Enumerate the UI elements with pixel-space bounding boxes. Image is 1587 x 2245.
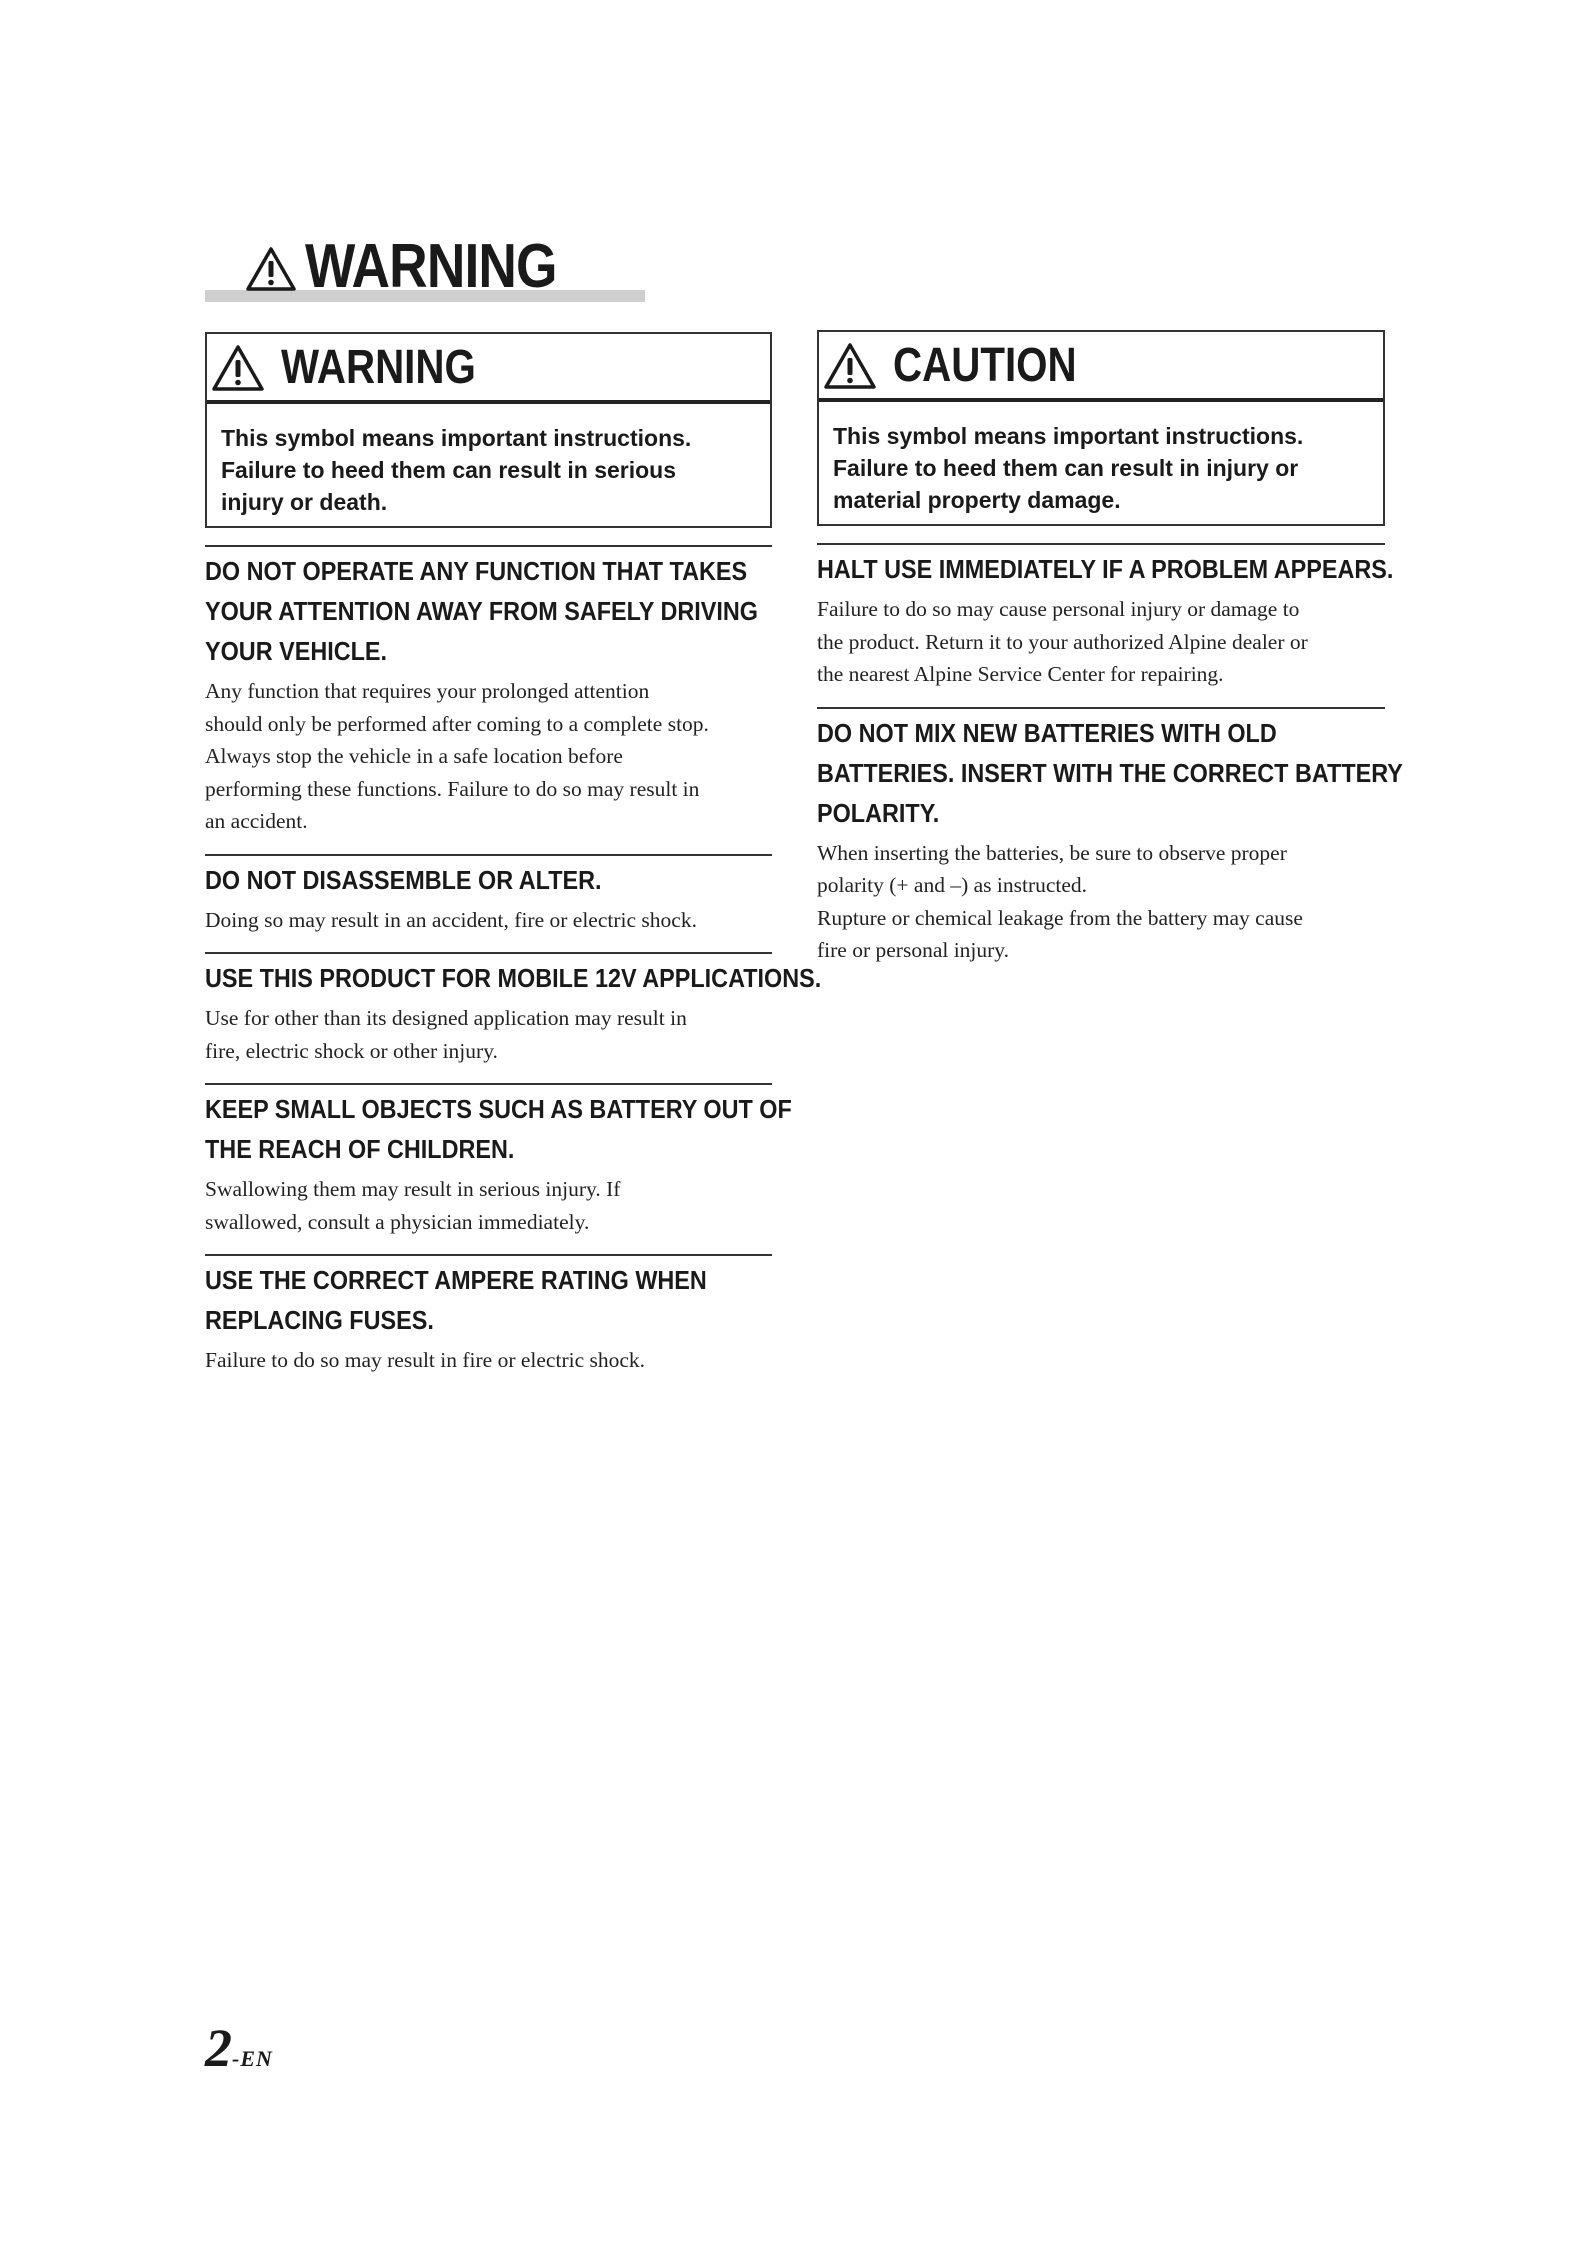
notice-line: This symbol means important instructions. xyxy=(221,425,692,451)
notice-line: Failure to heed them can result in serious xyxy=(221,457,677,483)
heading-line: THE REACH OF CHILDREN. xyxy=(205,1134,515,1164)
warning-notice-label: WARNING xyxy=(281,341,476,394)
warning-notice-text xyxy=(207,404,770,526)
heading-line: REPLACING FUSES. xyxy=(205,1305,434,1335)
heading-line: BATTERIES. INSERT WITH THE CORRECT BATTERY xyxy=(817,757,1403,788)
section-heading xyxy=(205,1085,792,1169)
warning-section-small-objects xyxy=(205,1083,792,1238)
section-body xyxy=(205,1344,772,1377)
heading-line: HALT USE IMMEDIATELY IF A PROBLEM APPEARS. xyxy=(817,554,1394,584)
section-heading xyxy=(205,1256,771,1340)
caution-notice-box xyxy=(817,330,1385,526)
warning-triangle-icon xyxy=(823,342,877,390)
notice-line: material property damage. xyxy=(833,487,1121,513)
warning-triangle-icon xyxy=(211,344,265,392)
heading-line: YOUR VEHICLE. xyxy=(205,636,388,666)
heading-line: DO NOT OPERATE ANY FUNCTION THAT TAKES xyxy=(205,556,748,586)
body-line: Failure to do so may result in fire or electric shock. xyxy=(205,1348,646,1372)
body-line: Rupture or chemical leakage from the battery may cause xyxy=(817,905,1303,930)
page-title xyxy=(205,232,645,301)
body-line: an accident. xyxy=(205,809,308,833)
body-line: the nearest Alpine Service Center for repairing. xyxy=(817,662,1224,686)
page-number xyxy=(205,2018,273,2078)
body-line: performing these functions. Failure to do so may result in xyxy=(205,776,700,801)
section-body xyxy=(205,1002,772,1067)
heading-line: DO NOT DISASSEMBLE OR ALTER. xyxy=(205,864,602,895)
section-heading xyxy=(205,954,822,998)
body-line: Failure to do so may cause personal injury or damage to xyxy=(817,597,1300,621)
body-line: Use for other than its designed application may result in xyxy=(205,1006,687,1030)
body-line: Always stop the vehicle in a safe location before xyxy=(205,744,623,768)
heading-line: YOUR ATTENTION AWAY FROM SAFELY DRIVING xyxy=(205,596,759,626)
body-line: Swallowing them may result in serious injury. If xyxy=(205,1177,621,1201)
heading-line: POLARITY. xyxy=(817,797,940,828)
page-title-text: WARNING xyxy=(305,232,557,301)
body-line: When inserting the batteries, be sure to observe proper xyxy=(817,840,1287,865)
heading-line: DO NOT MIX NEW BATTERIES WITH OLD xyxy=(817,717,1277,748)
body-line: swallowed, consult a physician immediately. xyxy=(205,1209,590,1234)
body-line: fire or personal injury. xyxy=(817,938,1010,962)
notice-line: This symbol means important instructions. xyxy=(833,423,1304,449)
body-line: Any function that requires your prolonged attention xyxy=(205,679,650,703)
body-line: should only be performed after coming to a complete stop. xyxy=(205,711,709,736)
body-line: Doing so may result in an accident, fire or electric shock. xyxy=(205,907,697,932)
section-body xyxy=(205,675,772,838)
body-line: the product. Return it to your authorized Alpine dealer or xyxy=(817,629,1308,654)
warning-notice-box xyxy=(205,332,772,528)
warning-section-driving xyxy=(205,545,772,838)
left-column xyxy=(205,332,822,1377)
section-body xyxy=(205,904,772,937)
section-heading xyxy=(817,709,1403,833)
caution-notice-header xyxy=(819,332,1383,402)
section-heading xyxy=(205,547,771,671)
section-body xyxy=(205,1173,772,1238)
warning-notice-header xyxy=(207,334,770,404)
caution-section-batteries xyxy=(817,707,1403,967)
caution-notice-label: CAUTION xyxy=(893,339,1077,392)
warning-section-fuses xyxy=(205,1254,772,1377)
section-body xyxy=(817,593,1385,691)
notice-line: injury or death. xyxy=(221,489,388,515)
body-line: fire, electric shock or other injury. xyxy=(205,1038,498,1063)
heading-line: USE THIS PRODUCT FOR MOBILE 12V APPLICATIONS. xyxy=(205,963,822,993)
section-heading xyxy=(205,856,771,900)
notice-line: Failure to heed them can result in injury or xyxy=(833,455,1299,481)
heading-line: KEEP SMALL OBJECTS SUCH AS BATTERY OUT OF xyxy=(205,1094,792,1124)
section-body xyxy=(817,837,1385,967)
body-line: polarity (+ and –) as instructed. xyxy=(817,873,1088,897)
warning-section-disassemble xyxy=(205,854,772,937)
heading-line: USE THE CORRECT AMPERE RATING WHEN xyxy=(205,1265,707,1295)
page-number-suffix: -EN xyxy=(232,2046,273,2071)
warning-triangle-icon xyxy=(245,246,297,292)
warning-section-12v xyxy=(205,952,822,1067)
caution-notice-text xyxy=(819,402,1383,524)
section-heading xyxy=(817,545,1394,589)
right-column xyxy=(817,330,1403,967)
caution-section-halt-use xyxy=(817,543,1394,691)
page-number-value: 2 xyxy=(205,2018,232,2078)
